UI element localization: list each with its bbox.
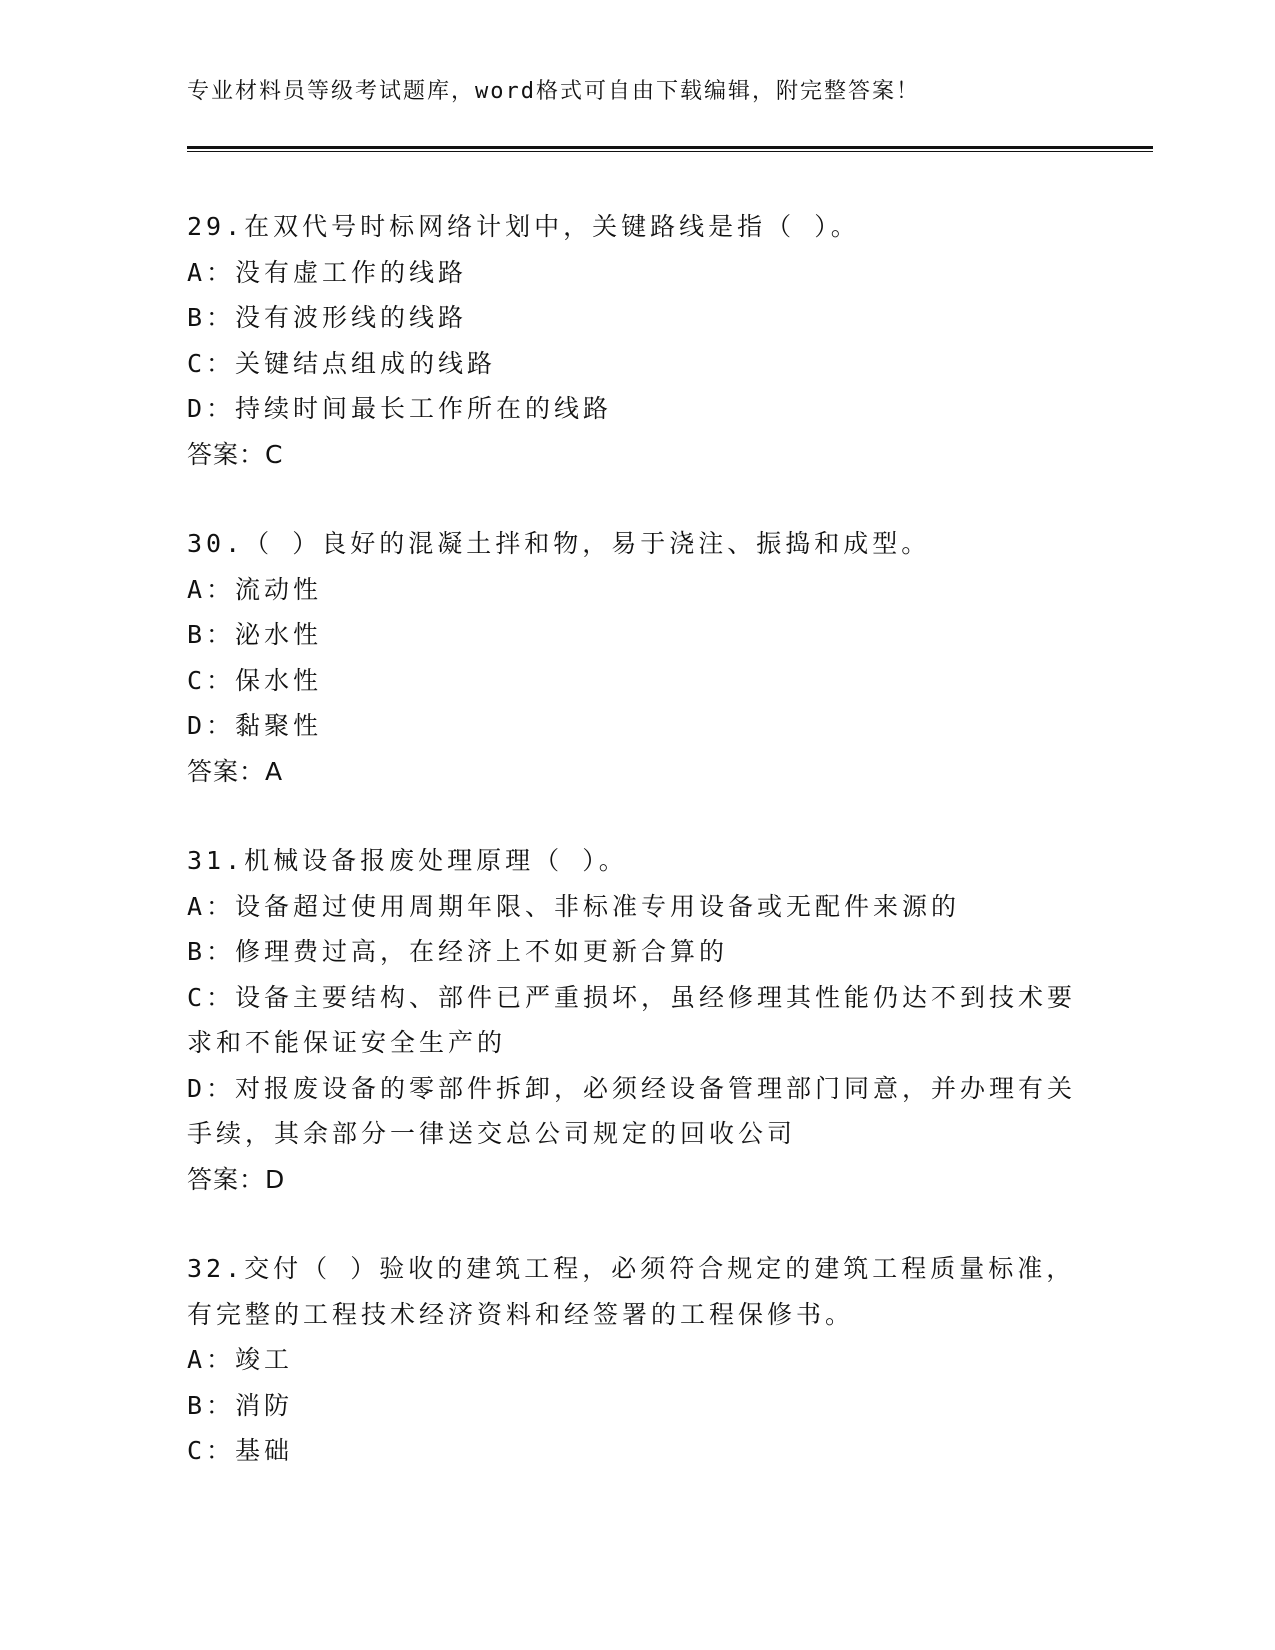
question-list [187, 204, 1077, 1518]
answer: 答案：A [187, 756, 284, 786]
option-a: A：设备超过使用周期年限、非标准专用设备或无配件来源的 [187, 891, 961, 921]
page-header: 专业材料员等级考试题库，word格式可自由下载编辑，附完整答案！ [187, 79, 920, 104]
option-d: D：黏聚性 [187, 711, 323, 740]
option-c: C：基础 [187, 1436, 294, 1465]
header-divider-thin [187, 151, 1153, 152]
answer: 答案：C [187, 439, 284, 469]
option-a: A：竣工 [187, 1345, 294, 1374]
question-32 [187, 1246, 1077, 1474]
option-c: C：设备主要结构、部件已严重损坏，虽经修理其性能仍达不到技术要求和不能保证安全生产的 [187, 982, 1077, 1057]
option-c: C：保水性 [187, 665, 323, 695]
option-b: B：没有波形线的线路 [187, 303, 468, 332]
question-stem: 29.在双代号时标网络计划中，关键路线是指（ ）。 [187, 212, 860, 241]
option-b: B：消防 [187, 1390, 294, 1420]
question-stem: 32.交付（ ）验收的建筑工程，必须符合规定的建筑工程质量标准，有完整的工程技术经济资料和经签署的工程保修书。 [187, 1254, 1076, 1329]
question-stem: 31.机械设备报废处理原理（ ）。 [187, 846, 628, 875]
option-b: B：修理费过高，在经济上不如更新合算的 [187, 937, 729, 966]
question-30 [187, 521, 1077, 794]
option-d: D：持续时间最长工作所在的线路 [187, 394, 613, 423]
question-31 [187, 838, 1077, 1202]
question-29 [187, 204, 1077, 477]
question-stem: 30.（ ）良好的混凝土拌和物，易于浇注、振捣和成型。 [187, 529, 931, 558]
header-divider-thick [187, 146, 1153, 149]
option-b: B：泌水性 [187, 620, 323, 649]
option-c: C：关键结点组成的线路 [187, 348, 497, 378]
answer: 答案：D [187, 1164, 286, 1194]
option-d: D：对报废设备的零部件拆卸，必须经设备管理部门同意，并办理有关手续，其余部分一律送交总公司规定的回收公司 [187, 1073, 1077, 1148]
option-a: A：流动性 [187, 574, 323, 604]
option-a: A：没有虚工作的线路 [187, 257, 468, 287]
